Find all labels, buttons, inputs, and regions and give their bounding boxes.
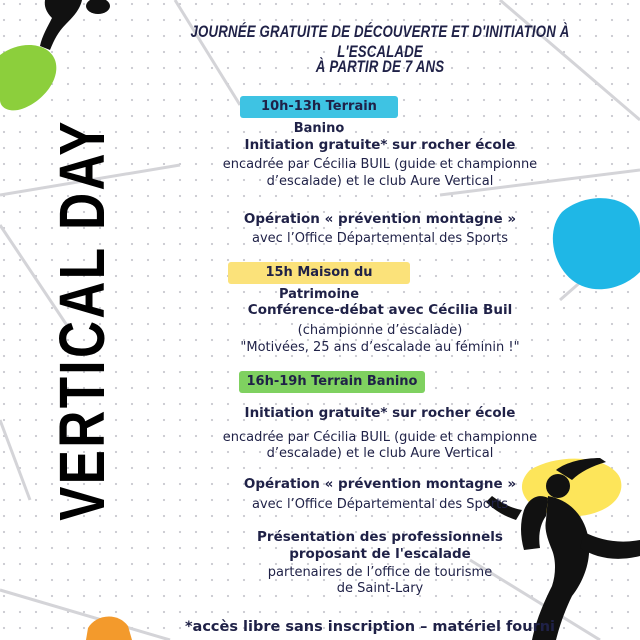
- event-detail: avec l’Office Départemental des Sports: [252, 497, 508, 512]
- time-badge-afternoon: 15h Maison du Patrimoine: [228, 262, 410, 284]
- event-title: Conférence-débat avec Cécilia Buil: [247, 302, 513, 318]
- event-detail: "Motivées, 25 ans d’escalade au féminin !": [240, 340, 520, 355]
- event-title: Initiation gratuite* sur rocher école: [244, 405, 516, 421]
- header-line-2: À PARTIR DE 7 ANS: [315, 57, 445, 76]
- event-title: Opération « prévention montagne »: [243, 211, 517, 227]
- event-detail: (championne d’escalade): [297, 323, 463, 338]
- event-detail: partenaires de l’office de tourisme: [267, 565, 493, 580]
- event-detail: encadrée par Cécilia BUIL (guide et championne: [222, 157, 538, 172]
- event-detail: d’escalade) et le club Aure Vertical: [266, 174, 494, 189]
- event-detail: encadrée par Cécilia BUIL (guide et championne: [222, 430, 538, 445]
- event-title: Initiation gratuite* sur rocher école: [244, 137, 516, 153]
- time-badge-morning: 10h-13h Terrain Banino: [240, 96, 398, 118]
- event-detail: de Saint-Lary: [336, 581, 424, 596]
- event-title: proposant de l'escalade: [289, 546, 471, 562]
- time-badge-evening: 16h-19h Terrain Banino: [239, 371, 425, 393]
- event-title: Présentation des professionnels: [257, 529, 503, 545]
- event-title: Opération « prévention montagne »: [243, 476, 517, 492]
- footer-note: *accès libre sans inscription – matériel fourni: [184, 619, 556, 635]
- vertical-title: VERTICAL DAY: [46, 119, 118, 521]
- header-line-1: JOURNÉE GRATUITE DE DÉCOUVERTE ET D'INITIATION À L'ESCALADE: [190, 22, 570, 61]
- event-detail: avec l’Office Départemental des Sports: [252, 231, 508, 246]
- event-detail: d’escalade) et le club Aure Vertical: [266, 446, 494, 461]
